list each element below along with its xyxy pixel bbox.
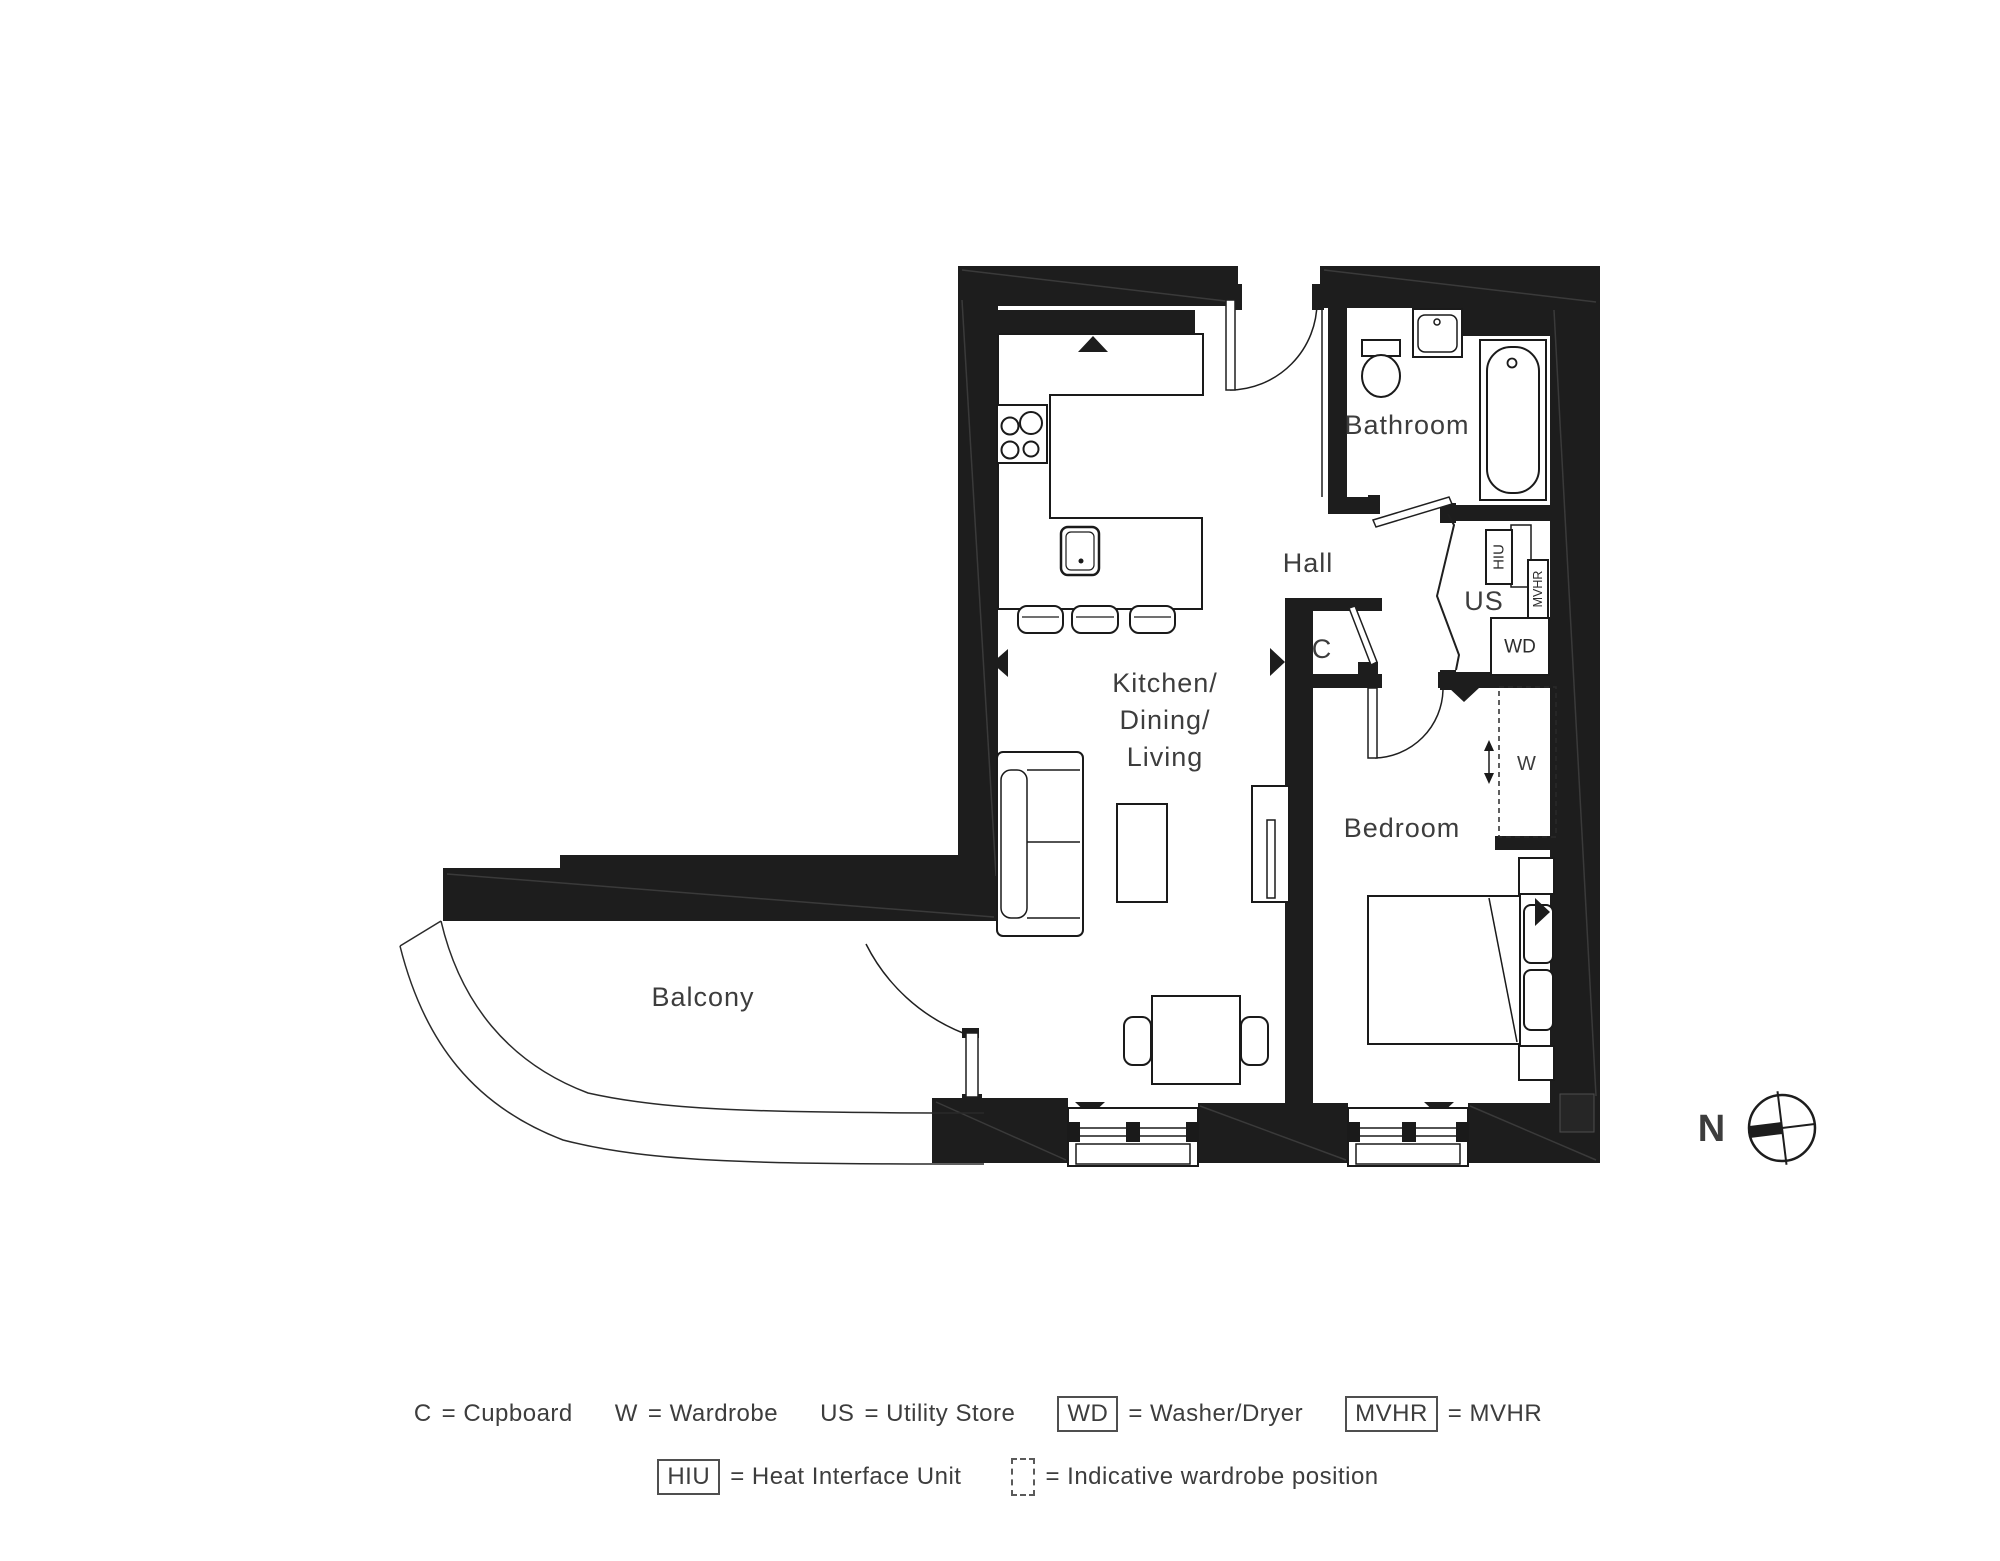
label-wardrobe: W [1517, 753, 1537, 775]
bifold-door [1437, 514, 1459, 670]
hiu-label: HIU [1490, 544, 1508, 570]
coffee-table [1117, 804, 1167, 902]
legend-mvhr-box [1345, 1396, 1438, 1432]
kitchen-counter [998, 334, 1203, 609]
legend-item-hiu [657, 1459, 961, 1495]
room-label-hall: Hall [1282, 548, 1334, 578]
mvhr-unit [1528, 560, 1548, 618]
legend-utility-key: US [820, 1400, 855, 1427]
legend-dashed-box-icon [1011, 1458, 1035, 1496]
room-label-kitchen-line2: Dining/ [1119, 705, 1211, 735]
dining-table [1124, 996, 1268, 1084]
compass-north-pointer [1749, 1122, 1783, 1138]
mvhr-label: MVHR [1531, 570, 1545, 608]
hob [997, 405, 1047, 463]
legend-item-utility-store [820, 1400, 1015, 1428]
bathtub [1480, 340, 1546, 500]
bedroom-window [1348, 1108, 1468, 1166]
legend-wardrobe-position-text: = Indicative wardrobe position [1045, 1463, 1379, 1490]
cupboard-door [1349, 606, 1377, 665]
washer-dryer [1491, 618, 1549, 675]
legend-mvhr-text: = MVHR [1447, 1400, 1543, 1427]
dining-chair [1241, 1017, 1268, 1065]
north-compass [1698, 1087, 1819, 1168]
room-label-balcony: Balcony [651, 982, 755, 1012]
north-label: N [1697, 1108, 1727, 1150]
legend-mvhr-key: MVHR [1355, 1400, 1428, 1427]
pillow [1524, 970, 1553, 1030]
wall-corner-detail [1560, 1094, 1594, 1132]
legend-item-wardrobe-position [1011, 1458, 1378, 1496]
legend-item-cupboard [414, 1400, 573, 1428]
living-window [1068, 1108, 1198, 1166]
hiu-unit [1486, 530, 1512, 584]
room-label-bathroom: Bathroom [1344, 410, 1470, 440]
bedroom-door [1368, 688, 1443, 758]
legend-wd-key: WD [1067, 1400, 1109, 1427]
legend-cupboard-text: = Cupboard [441, 1400, 573, 1427]
tv-unit [1252, 786, 1289, 902]
basin [1413, 309, 1462, 357]
toilet [1362, 340, 1400, 397]
legend-utility-text: = Utility Store [864, 1400, 1016, 1427]
room-label-kitchen-line3: Living [1126, 742, 1204, 772]
room-label-bedroom: Bedroom [1343, 813, 1461, 843]
label-cupboard: C [1311, 634, 1333, 664]
legend-wardrobe-key: W [614, 1400, 638, 1427]
label-utility-store: US [1464, 586, 1504, 616]
legend-hiu-text: = Heat Interface Unit [730, 1463, 962, 1490]
sofa [997, 752, 1083, 936]
bedside-table [1519, 1046, 1554, 1080]
entry-door [1226, 300, 1317, 390]
bed [1368, 858, 1554, 1080]
vent-triangle [1449, 688, 1479, 702]
legend-hiu-key: HIU [667, 1463, 711, 1490]
legend-wd-text: = Washer/Dryer [1128, 1400, 1304, 1427]
bar-stools [1018, 606, 1175, 633]
bedside-table [1519, 858, 1554, 894]
legend-row-1 [0, 1396, 1978, 1432]
balcony-parapet [400, 921, 984, 1164]
legend-item-wardrobe [615, 1400, 778, 1428]
legend-wd-box [1057, 1396, 1118, 1432]
legend-cupboard-key: C [413, 1400, 432, 1427]
vent-triangle [1270, 648, 1285, 676]
kitchen-sink [1061, 527, 1099, 575]
room-label-kitchen-line1: Kitchen/ [1112, 668, 1218, 698]
legend-row-2 [18, 1458, 2000, 1496]
legend-hiu-box [657, 1459, 720, 1495]
legend-item-washer-dryer [1057, 1396, 1303, 1432]
legend-item-mvhr [1345, 1396, 1542, 1432]
legend-wardrobe-text: = Wardrobe [647, 1400, 779, 1427]
balcony-door [866, 944, 978, 1097]
dining-chair [1124, 1017, 1151, 1065]
washer-dryer-label: WD [1504, 636, 1536, 658]
